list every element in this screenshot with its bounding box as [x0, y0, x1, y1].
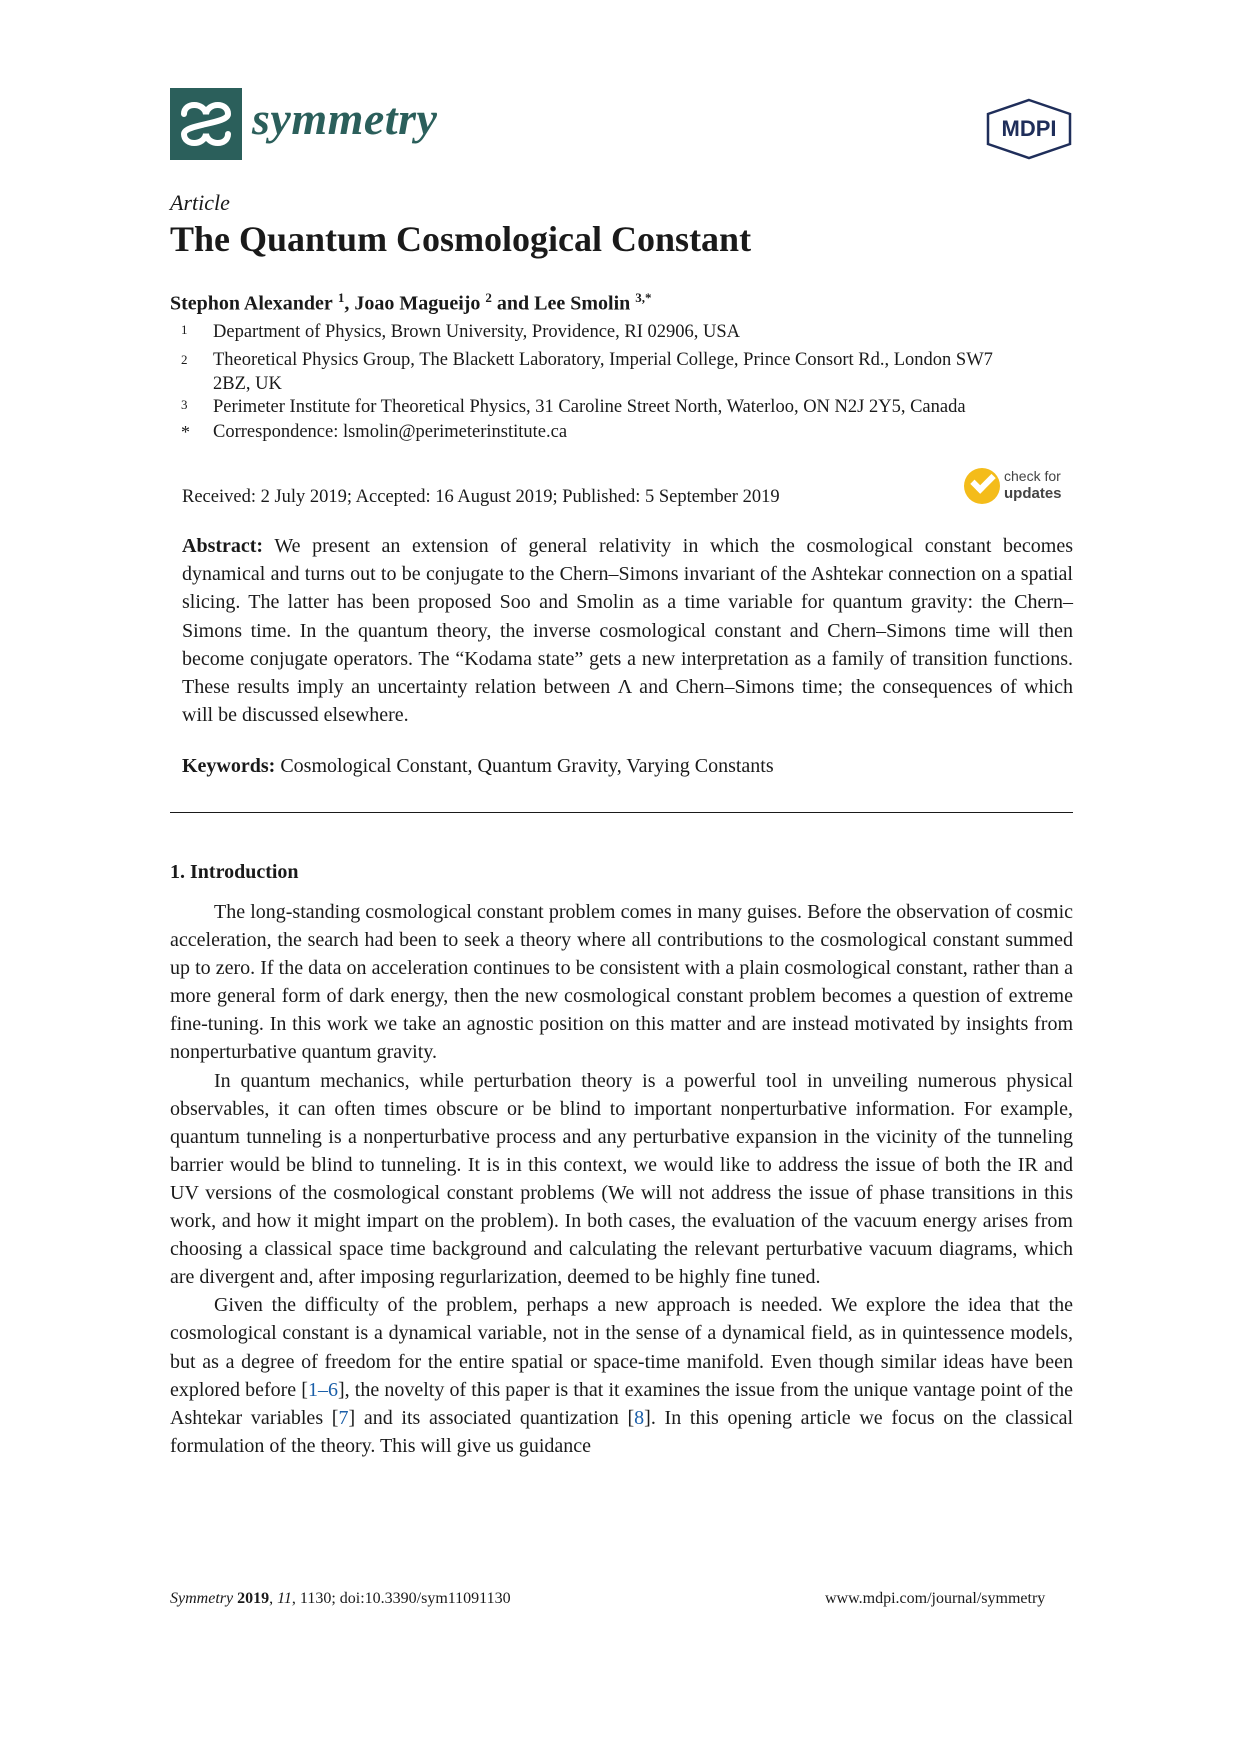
affiliation: [181, 322, 1083, 343]
footer-citation: Symmetry 2019, 11, 1130; doi:10.3390/sym11091130: [170, 1590, 511, 1607]
author-separator: and: [491, 292, 535, 315]
citation-link[interactable]: 7: [338, 1406, 349, 1429]
publication-dates: Received: 2 July 2019; Accepted: 16 August 2019; Published: 5 September 2019: [182, 487, 780, 507]
affiliation-text: Department of Physics, Brown University, Providence, RI 02906, USA: [213, 322, 741, 342]
author-affiliation-mark: 3,*: [635, 290, 652, 305]
abstract: [182, 532, 1073, 729]
correspondence-text[interactable]: Correspondence: lsmolin@perimeterinstitute.ca: [213, 422, 568, 442]
paragraph-text: ]. In this opening article we focus on the classical formulation of the theory. This will give us guidance: [170, 1406, 1073, 1457]
section-heading: 1. Introduction: [170, 861, 299, 883]
keywords: [182, 755, 1073, 778]
author-name: Stephon Alexander: [170, 292, 333, 315]
footer-journal: Symmetry: [170, 1590, 234, 1607]
paragraph: [170, 1291, 1073, 1460]
journal-url-link[interactable]: www.mdpi.com/journal/symmetry: [825, 1590, 1046, 1607]
paragraph-text: ] and its associated quantization [: [348, 1406, 635, 1429]
article-type: Article: [170, 190, 230, 215]
footer-doi: , 1130; doi:10.3390/sym11091130: [291, 1590, 511, 1607]
keywords-text: Cosmological Constant, Quantum Gravity, Varying Constants: [275, 755, 774, 777]
author-separator: ,: [344, 292, 355, 315]
abstract-text: We present an extension of general relativity in which the cosmological constant becomes dynamical and turns out to be conjugate to the Chern–Simons invariant of the Ashtekar connection on a spatial slicing. The latter has been proposed Soo and Smolin as a time variable for quantum gravity: the Chern–Simons time. In the quantum theory, the inverse cosmological constant and Chern–Simons time will then become conjugate operators. The “Kodama state” gets a new interpretation as a family of transition functions. These results imply an uncertainty relation between Λ and Chern–Simons time; the consequences of which will be discussed elsewhere.: [182, 535, 1073, 727]
author-affiliation-mark: 1: [337, 290, 345, 305]
mdpi-logo-text: MDPI: [1001, 116, 1057, 141]
check-updates-line1: check for: [1004, 468, 1061, 484]
symmetry-logo-icon: [170, 88, 242, 160]
affiliation: [181, 397, 1083, 418]
author-name: Lee Smolin: [534, 292, 631, 315]
checkmark-icon: [964, 468, 1000, 504]
paragraph-text: Given the difficulty of the problem, perhaps a new approach is needed. We explore the idea that the cosmological constant is a dynamical variable, not in the sense of a dynamical field, as in quintessence models, but as a degree of freedom for the entire spatial or space-time manifold. Even though similar ideas have been explored before [: [170, 1294, 1073, 1401]
journal-name: symmetry: [252, 93, 438, 144]
footer-year: 2019: [237, 1590, 270, 1607]
section-divider: [170, 812, 1073, 813]
footer-volume: 11: [277, 1590, 292, 1607]
body-text: [170, 898, 1073, 1460]
paragraph: In quantum mechanics, while perturbation theory is a powerful tool in unveiling numerous physical observables, it can often times obscure or be blind to important nonperturbative information. For example, quantum tunneling is a nonperturbative process and any perturbative expansion in the vicinity of the tunneling barrier would be blind to tunneling. It is in this context, we would like to address the issue of both the IR and UV versions of the cosmological constant problems (We will not address the issue of phase transitions in this work, and how it might impart on the problem). In both cases, the evaluation of the vacuum energy arises from choosing a classical space time background and calculating the relevant perturbative vacuum diagrams, which are divergent and, after imposing regurlarization, deemed to be highly fine tuned.: [170, 1069, 1073, 1289]
affiliation: [181, 348, 993, 396]
paragraph-text: ], the novelty of this paper is that it examines the issue from the unique vantage point of the Ashtekar variables [: [170, 1378, 1073, 1429]
citation-link[interactable]: 1–6: [307, 1378, 338, 1401]
affiliation-text: Perimeter Institute for Theoretical Physics, 31 Caroline Street North, Waterloo, ON N2J 2Y5, Canada: [213, 397, 966, 417]
keywords-label: Keywords:: [182, 755, 276, 777]
affiliation-mark: 1: [181, 322, 188, 337]
affiliation: [181, 422, 1083, 443]
author-name: Joao Magueijo: [354, 292, 481, 315]
author-list: [170, 290, 652, 316]
affiliation-text: Theoretical Physics Group, The Blackett Laboratory, Imperial College, Prince Consort Rd., London SW7 2BZ, UK: [213, 350, 993, 394]
check-for-updates-badge[interactable]: [964, 468, 1074, 508]
affiliation-mark: 2: [181, 352, 188, 367]
mdpi-logo: [984, 98, 1074, 160]
paper-title: The Quantum Cosmological Constant: [170, 219, 752, 259]
affiliation-mark: 3: [181, 397, 188, 412]
affiliation-mark: *: [181, 422, 190, 442]
citation-link[interactable]: 8: [634, 1406, 645, 1429]
check-updates-line2: updates: [1004, 485, 1062, 502]
paragraph: The long-standing cosmological constant problem comes in many guises. Before the observation of cosmic acceleration, the search had been to seek a theory where all contributions to the cosmological constant summed up to zero. If the data on acceleration continues to be consistent with a plain cosmological constant, rather than a more general form of dark energy, then the new cosmological constant problem becomes a question of extreme fine-tuning. In this work we take an agnostic position on this matter and are instead motivated by insights from nonperturbative quantum gravity.: [170, 901, 1073, 1064]
abstract-label: Abstract:: [182, 535, 264, 557]
author-affiliation-mark: 2: [485, 290, 492, 305]
